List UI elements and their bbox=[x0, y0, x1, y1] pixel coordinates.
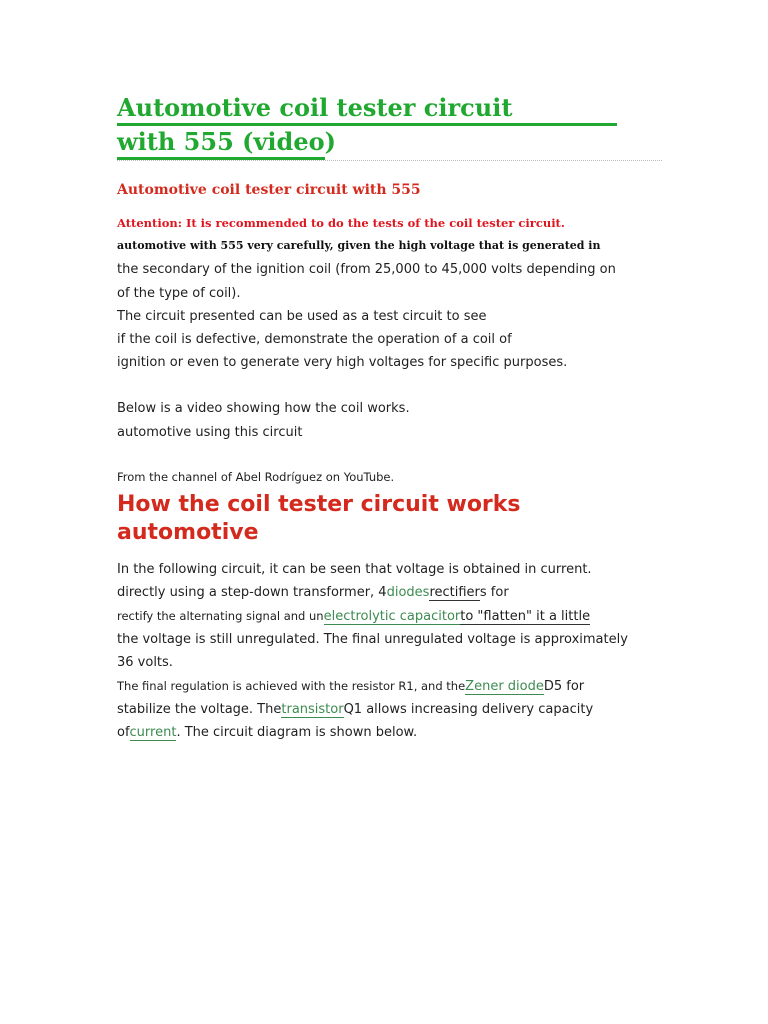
title-line-1: Automotive coil tester circuit bbox=[117, 93, 617, 126]
body-line-8-text-b: . The circuit diagram is shown below. bbox=[176, 725, 418, 740]
body-line-7 bbox=[117, 701, 593, 719]
body-line-2-text-a: directly using a step-down transformer, 4 bbox=[117, 585, 387, 600]
body-line-7-text-a: stabilize the voltage. The bbox=[117, 702, 282, 717]
video-line-2: automotive using this circuit bbox=[117, 425, 303, 440]
article-subtitle: Automotive coil tester circuit with 555 bbox=[117, 182, 421, 198]
current-link[interactable]: current bbox=[129, 725, 177, 740]
body-line-3-text-b: to "flatten" it a little bbox=[460, 609, 591, 624]
diodes-link[interactable]: diodes bbox=[386, 585, 430, 600]
transistor-link[interactable]: transistor bbox=[281, 702, 344, 717]
body-line-5: 36 volts. bbox=[117, 655, 173, 670]
attention-line-2: automotive with 555 very carefully, given the high voltage that is generated in bbox=[117, 239, 601, 252]
channel-credit: From the channel of Abel Rodríguez on YouTube. bbox=[117, 470, 395, 484]
section-heading bbox=[117, 491, 521, 547]
electrolytic-capacitor-link[interactable]: electrolytic capacitor bbox=[323, 609, 461, 624]
body-line-6-text-b: D5 for bbox=[543, 679, 585, 694]
body-line-3-text-a: rectify the alternating signal and un bbox=[117, 609, 324, 623]
title-line-2: with 555 (video) bbox=[117, 127, 325, 160]
body-line-6 bbox=[117, 677, 584, 696]
intro-line-2: of the type of coil). bbox=[117, 286, 241, 301]
body-line-8 bbox=[117, 724, 417, 742]
section-heading-line-1: How the coil tester circuit works bbox=[117, 492, 521, 517]
intro-line-3: The circuit presented can be used as a test circuit to see bbox=[117, 309, 487, 324]
body-line-4: the voltage is still unregulated. The final unregulated voltage is approximately bbox=[117, 632, 628, 647]
intro-line-1: the secondary of the ignition coil (from 25,000 to 45,000 volts depending on bbox=[117, 262, 616, 277]
body-line-8-text-a: of bbox=[117, 725, 130, 740]
rectifier-link[interactable]: rectifier bbox=[429, 585, 480, 600]
body-line-6-text-a: The final regulation is achieved with the resistor R1, and the bbox=[117, 679, 466, 693]
intro-line-5: ignition or even to generate very high voltages for specific purposes. bbox=[117, 355, 568, 370]
body-line-7-text-b: Q1 allows increasing delivery capacity bbox=[343, 702, 594, 717]
video-line-1: Below is a video showing how the coil works. bbox=[117, 401, 410, 416]
attention-line-1: Attention: It is recommended to do the tests of the coil tester circuit. bbox=[117, 216, 565, 230]
title-divider bbox=[117, 160, 662, 161]
section-heading-line-2: automotive bbox=[117, 520, 259, 545]
body-line-2 bbox=[117, 584, 509, 602]
body-line-3 bbox=[117, 607, 590, 626]
body-line-1: In the following circuit, it can be seen that voltage is obtained in current. bbox=[117, 562, 592, 577]
body-line-2-text-b: s for bbox=[479, 585, 509, 600]
page-title bbox=[117, 93, 662, 160]
intro-line-4: if the coil is defective, demonstrate the operation of a coil of bbox=[117, 332, 512, 347]
zener-diode-link[interactable]: Zener diode bbox=[465, 679, 544, 694]
